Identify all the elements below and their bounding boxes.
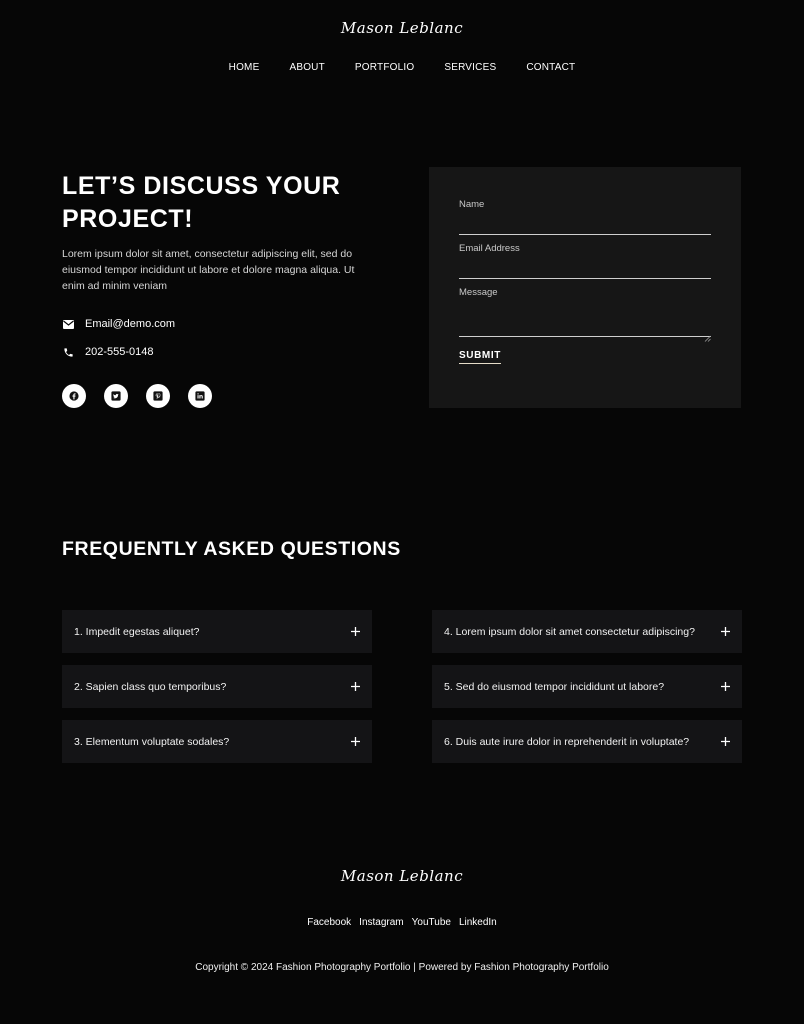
faq-item-4[interactable] bbox=[432, 610, 742, 653]
faq-question: 2. Sapien class quo temporibus? bbox=[74, 680, 227, 693]
footer-link-linkedin[interactable]: LinkedIn bbox=[458, 917, 497, 928]
email-label: Email Address bbox=[459, 243, 520, 254]
message-field-underline bbox=[459, 336, 711, 337]
contact-form bbox=[429, 167, 741, 408]
email-row[interactable] bbox=[62, 318, 175, 330]
nav-home[interactable]: HOME bbox=[228, 62, 260, 73]
faq-question: 3. Elementum voluptate sodales? bbox=[74, 735, 230, 748]
email-field[interactable] bbox=[459, 261, 711, 277]
nav-contact[interactable]: CONTACT bbox=[526, 62, 576, 73]
pinterest-icon[interactable] bbox=[146, 384, 170, 408]
faq-item-6[interactable] bbox=[432, 720, 742, 763]
message-label: Message bbox=[459, 287, 498, 298]
name-field[interactable] bbox=[459, 217, 711, 233]
linkedin-icon[interactable] bbox=[188, 384, 212, 408]
message-field[interactable] bbox=[459, 304, 711, 335]
faq-question: 1. Impedit egestas aliquet? bbox=[74, 625, 200, 638]
footer-link-instagram[interactable]: Instagram bbox=[359, 917, 404, 928]
contact-intro: Lorem ipsum dolor sit amet, consectetur adipiscing elit, sed do eiusmod tempor incididunt ut labore et dolore magna aliqua. Ut enim ad minim veniam bbox=[62, 248, 355, 292]
submit-button[interactable]: SUBMIT bbox=[459, 350, 501, 364]
faq-item-2[interactable] bbox=[62, 665, 372, 708]
name-label: Name bbox=[459, 199, 485, 210]
footer-link-facebook[interactable]: Facebook bbox=[307, 917, 352, 928]
contact-heading: LET’S DISCUSS YOUR PROJECT! bbox=[62, 172, 341, 233]
nav-services[interactable]: SERVICES bbox=[444, 62, 497, 73]
phone-row[interactable] bbox=[62, 346, 154, 358]
social-links bbox=[62, 384, 212, 408]
phone-text[interactable]: 202-555-0148 bbox=[85, 346, 154, 358]
email-text[interactable]: Email@demo.com bbox=[85, 318, 176, 330]
main-nav bbox=[0, 62, 804, 73]
faq-question: 5. Sed do eiusmod tempor incididunt ut labore? bbox=[444, 680, 665, 693]
nav-portfolio[interactable]: PORTFOLIO bbox=[354, 62, 415, 73]
email-field-underline bbox=[459, 278, 711, 279]
footer-logo[interactable]: Mason Leblanc bbox=[340, 867, 464, 885]
faq-item-5[interactable] bbox=[432, 665, 742, 708]
facebook-icon[interactable] bbox=[62, 384, 86, 408]
faq-title: FREQUENTLY ASKED QUESTIONS bbox=[62, 538, 401, 560]
plus-icon bbox=[721, 682, 730, 691]
faq-item-3[interactable] bbox=[62, 720, 372, 763]
phone-icon bbox=[62, 346, 74, 358]
name-field-underline bbox=[459, 234, 711, 235]
faq-question: 4. Lorem ipsum dolor sit amet consectetur adipiscing? bbox=[444, 625, 695, 638]
twitter-icon[interactable] bbox=[104, 384, 128, 408]
resize-handle-icon[interactable] bbox=[704, 329, 711, 336]
plus-icon bbox=[721, 737, 730, 746]
footer-links bbox=[0, 917, 804, 928]
envelope-icon bbox=[62, 318, 74, 330]
plus-icon bbox=[721, 627, 730, 636]
plus-icon bbox=[351, 627, 360, 636]
plus-icon bbox=[351, 737, 360, 746]
footer-link-youtube[interactable]: YouTube bbox=[411, 917, 451, 928]
faq-item-1[interactable] bbox=[62, 610, 372, 653]
copyright-text: Copyright © 2024 Fashion Photography Portfolio | Powered by Fashion Photography Portfolio bbox=[195, 962, 609, 973]
plus-icon bbox=[351, 682, 360, 691]
nav-about[interactable]: ABOUT bbox=[289, 62, 325, 73]
site-logo[interactable]: Mason Leblanc bbox=[340, 19, 464, 37]
faq-question: 6. Duis aute irure dolor in reprehenderit in voluptate? bbox=[444, 735, 690, 748]
